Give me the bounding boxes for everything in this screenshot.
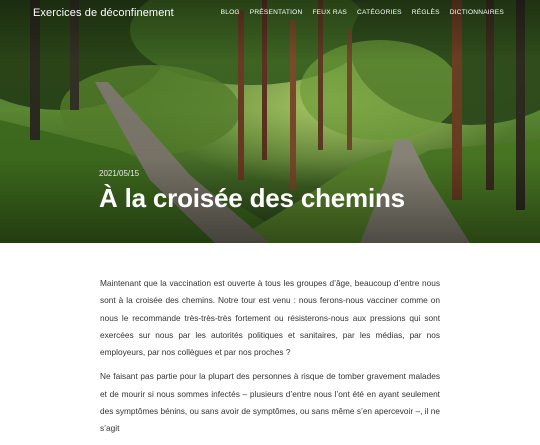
site-title-link[interactable]: Exercices de déconfinement <box>33 7 174 19</box>
nav-item-presentation[interactable]: PRÉSENTATION <box>249 9 303 16</box>
post-paragraph: Maintenant que la vaccination est ouverte à tous les groupes d’âge, beaucoup d’entre nous sont à la croisée des chemins. Notre tour est venu : nous ferons-nous vacciner comme on nous le recommande très-très-très fortement ou résisterons-nous aux pressions qui sont exercées sur nous par les autorités politiques et sanitaires, par les médias, par nos employeurs, par nos collègues et par nos proches ? <box>100 278 440 358</box>
top-navigation-bar <box>0 0 540 28</box>
nav-item-feux-ras[interactable]: FEUX RAS <box>312 9 348 16</box>
nav-item-dictionnaires[interactable]: DICTIONNAIRES <box>449 9 504 16</box>
post-date: 2021/05/15 <box>99 169 140 178</box>
main-nav <box>211 9 504 16</box>
post-content <box>100 275 440 445</box>
nav-item-blog[interactable]: BLOG <box>220 9 240 16</box>
nav-item-categories[interactable]: CATÉGORIES <box>357 9 402 16</box>
post-title: À la croisée des chemins <box>99 183 405 213</box>
nav-item-regles[interactable]: RÉGLÈS <box>411 9 440 16</box>
post-paragraph: Ne faisant pas partie pour la plupart des personnes à risque de tomber gravement malades et de mourir si nous sommes infectés – plusieurs d’entre nous l’ont été en ayant seulement des symptômes bénins, ou sans avoir de symptômes, ou sans même s’en apercevoir –, il ne s’agit <box>100 371 440 434</box>
